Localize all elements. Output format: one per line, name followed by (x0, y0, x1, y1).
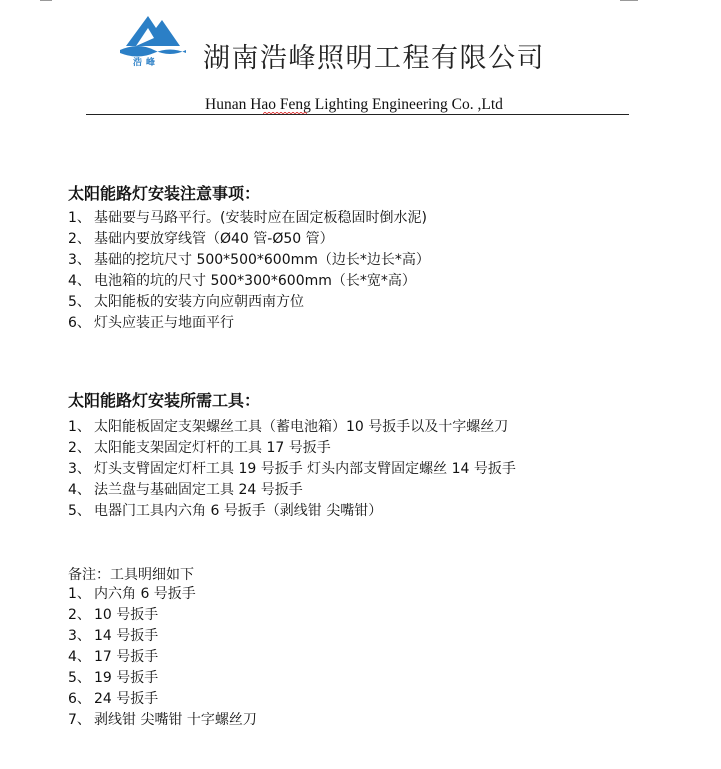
list-item: 2、 基础内要放穿线管（Ø40 管-Ø50 管） (68, 231, 334, 247)
header-divider (86, 114, 629, 115)
crop-mark-left (40, 0, 52, 1)
list-item: 2、 太阳能支架固定灯杆的工具 17 号扳手 (68, 440, 331, 456)
crop-mark-right (620, 0, 638, 1)
section-title-precautions: 太阳能路灯安装注意事项： (68, 184, 261, 203)
list-item: 4、 电池箱的坑的尺寸 500*300*600mm（长*宽*高） (68, 273, 416, 289)
list-item: 2、 10 号扳手 (68, 607, 159, 623)
list-item: 5、 19 号扳手 (68, 670, 159, 686)
company-name-english: Hunan Hao Feng Lighting Engineering Co. ,Ltd (205, 96, 503, 113)
section-title-tools: 太阳能路灯安装所需工具： (68, 391, 261, 410)
list-item: 7、 剥线钳 尖嘴钳 十字螺丝刀 (68, 712, 257, 728)
tool-detail-list (68, 584, 257, 731)
list-item: 3、 14 号扳手 (68, 628, 159, 644)
list-item: 4、 17 号扳手 (68, 649, 159, 665)
company-name-chinese: 湖南浩峰照明工程有限公司 (203, 43, 545, 74)
list-item: 1、 太阳能板固定支架螺丝工具（蓄电池箱）10 号扳手以及十字螺丝刀 (68, 419, 509, 435)
list-item: 5、 太阳能板的安装方向应朝西南方位 (68, 294, 304, 310)
list-item: 3、 灯头支臂固定灯杆工具 19 号扳手 灯头内部支臂固定螺丝 14 号扳手 (68, 461, 516, 477)
list-item: 3、 基础的挖坑尺寸 500*500*600mm（边长*边长*高） (68, 252, 430, 268)
tools-list (68, 417, 516, 522)
logo-text: 浩峰 (133, 58, 160, 68)
precautions-list (68, 208, 430, 334)
list-item: 4、 法兰盘与基础固定工具 24 号扳手 (68, 482, 303, 498)
list-item: 6、 24 号扳手 (68, 691, 159, 707)
list-item: 6、 灯头应装正与地面平行 (68, 315, 234, 331)
list-item: 1、 基础要与马路平行。(安装时应在固定板稳固时倒水泥) (68, 210, 427, 226)
list-item: 5、 电器门工具内六角 6 号扳手（剥线钳 尖嘴钳） (68, 503, 383, 519)
list-item: 1、 内六角 6 号扳手 (68, 586, 196, 602)
note-label: 备注：工具明细如下 (68, 567, 194, 583)
